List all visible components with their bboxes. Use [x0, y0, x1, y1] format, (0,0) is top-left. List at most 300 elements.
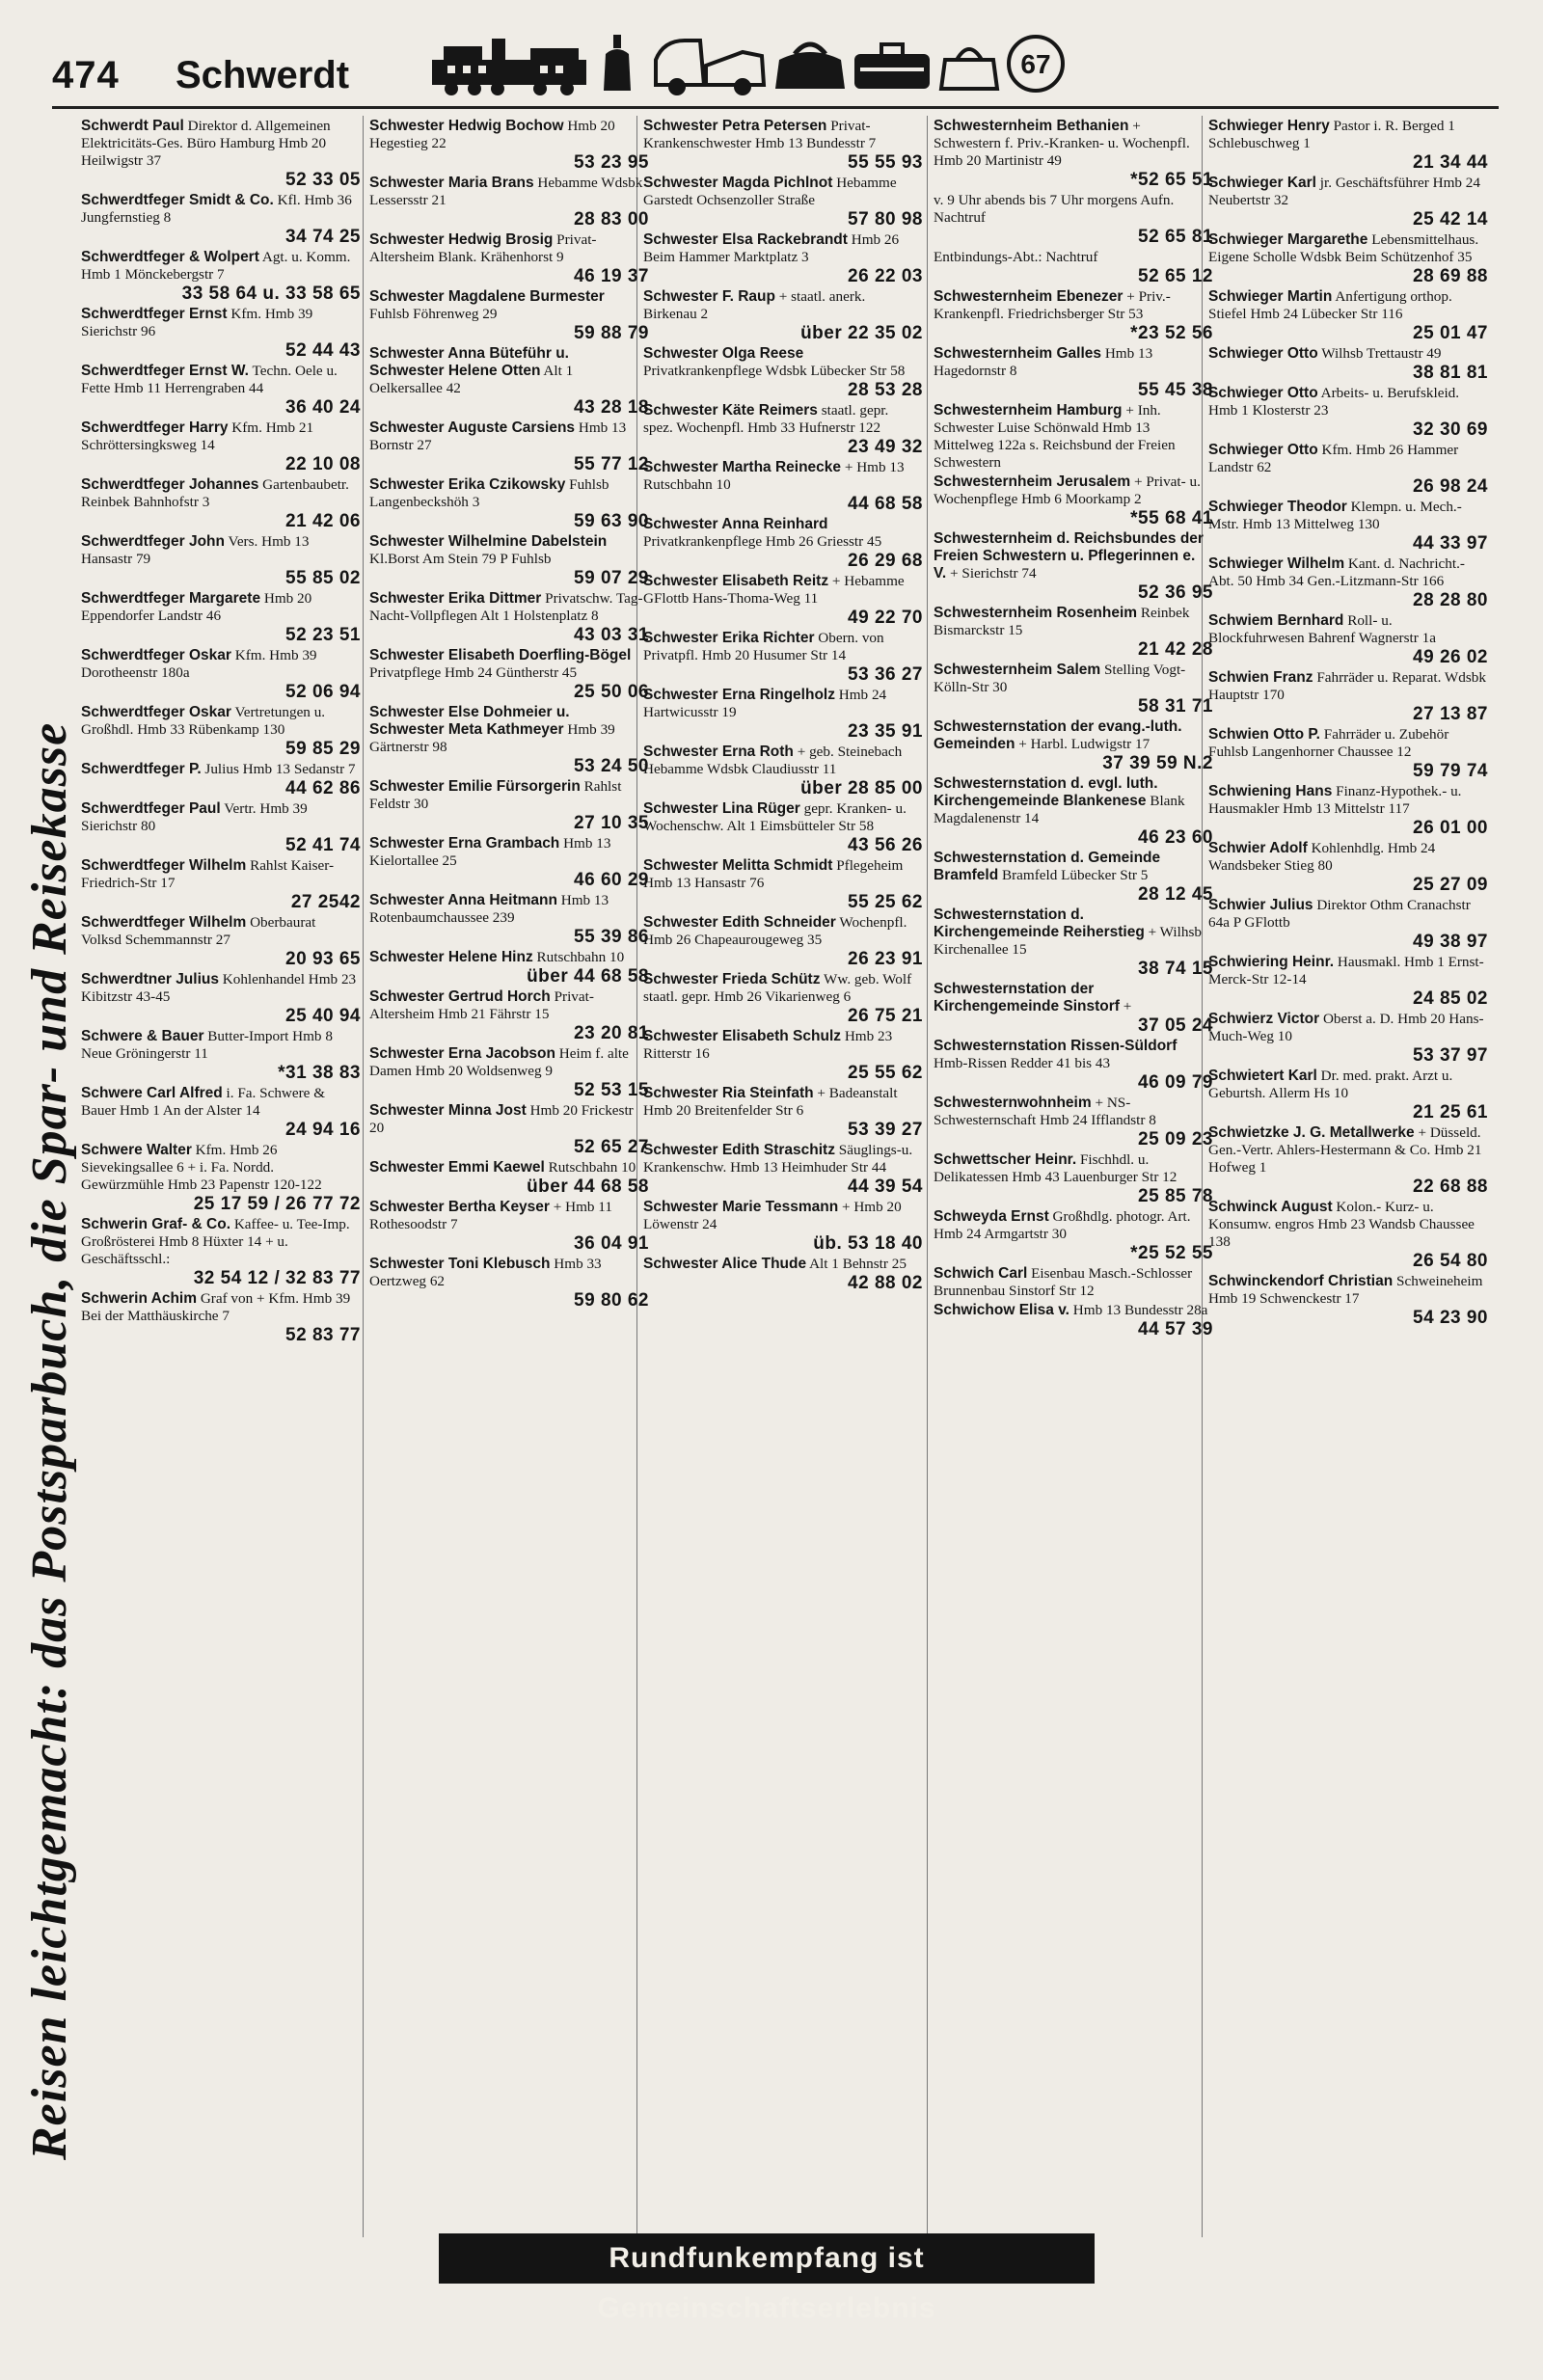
entry-name: Schwester Emmi Kaewel	[369, 1159, 545, 1176]
entry-text	[81, 1028, 361, 1063]
entry-phone-number: 25 27 09	[1413, 875, 1488, 895]
entry-text	[1208, 1124, 1488, 1176]
entry-name: Schwerdtfeger Harry	[81, 419, 229, 436]
entry-details: Kfm. Hmb 26 Sievekingsallee 6 + i. Fa. Nordd. Gewürzmühle Hmb 23 Papenstr 120-122	[81, 1142, 322, 1193]
entry-text	[934, 1302, 1213, 1319]
entry-details: Hebamme Garstedt Ochsenzoller Straße	[643, 175, 897, 208]
entry-text	[643, 1142, 923, 1176]
entry-phone-number: 25 17 59 / 26 77 72	[193, 1194, 361, 1214]
entry-name: Schwester Frieda Schütz	[643, 971, 821, 987]
entry-text	[934, 981, 1213, 1015]
entry-text	[369, 175, 649, 209]
entry-name: Schwester Alice Thude	[643, 1256, 807, 1272]
entry-phone-number: 23 35 91	[848, 721, 923, 742]
entry-details: Techn. Oele u. Fette Hmb 11 Herrengraben 44	[81, 363, 338, 396]
entry-name: Schwier Adolf	[1208, 840, 1308, 856]
directory-entry	[643, 800, 923, 857]
entry-details: Kohlenhandel Hmb 23 Kibitzstr 43-45	[81, 971, 357, 1005]
directory-entry	[81, 476, 361, 533]
entry-phone-number: 53 24 50	[574, 756, 649, 776]
entry-text	[1208, 118, 1488, 152]
entry-name: Schwerdtner Julius	[81, 971, 219, 987]
entry-name: Schwerdt Paul	[81, 118, 184, 134]
entry-details: Privatkrankenpflege Wdsbk Lübecker Str 58	[643, 363, 906, 379]
entry-name: Schwettscher Heinr.	[934, 1151, 1077, 1168]
entry-phone-number: 44 62 86	[285, 778, 361, 798]
entry-details: Kfm. Hmb 39 Sierichstr 96	[81, 306, 313, 339]
entry-phone-number: üb. 53 18 40	[813, 1233, 923, 1254]
entry-name: Schwieger Martin	[1208, 288, 1333, 305]
entry-name: Schwerin Graf- & Co.	[81, 1216, 231, 1232]
entry-details: Bramfeld Lübecker Str 5	[1001, 867, 1149, 883]
directory-entry	[934, 118, 1213, 192]
entry-text	[369, 419, 649, 454]
entry-phone-number: 46 09 79	[1138, 1072, 1213, 1093]
entry-phone-number: 21 42 28	[1138, 639, 1213, 660]
entry-phone-number: *23 52 56	[1130, 323, 1213, 343]
directory-entry	[934, 530, 1213, 605]
directory-entry	[643, 1256, 923, 1295]
entry-phone-number: 25 09 23	[1138, 1129, 1213, 1149]
entry-text	[1208, 1199, 1488, 1251]
entry-text	[369, 1102, 649, 1137]
entry-name: Schwester Minna Jost	[369, 1102, 527, 1119]
entry-phone-number: 59 88 79	[574, 323, 649, 343]
entry-text	[643, 971, 923, 1006]
entry-name: Schwester Hedwig Brosig	[369, 231, 554, 248]
header-illustration	[424, 27, 1504, 96]
directory-entry	[934, 605, 1213, 662]
entry-name: Schwinck August	[1208, 1199, 1333, 1215]
directory-entry	[934, 906, 1213, 981]
directory-entry	[643, 459, 923, 516]
entry-details: + Hmb 11 Rothesoodstr 7	[369, 1199, 612, 1232]
directory-entry	[1208, 499, 1488, 555]
directory-entry	[369, 835, 649, 892]
entry-details: Blank Magdalenenstr 14	[934, 793, 1185, 826]
entry-details: Kfm. Hmb 26 Hammer Landstr 62	[1208, 442, 1459, 475]
entry-text	[934, 192, 1213, 227]
directory-entry	[643, 1085, 923, 1142]
entry-name: Schwerdtfeger Johannes	[81, 476, 259, 493]
entry-phone-number: 22 10 08	[285, 454, 361, 474]
directory-entry	[369, 231, 649, 288]
entry-name: Schwester Edith Schneider	[643, 914, 836, 931]
entry-name: Schwester Erna Jacobson	[369, 1045, 555, 1062]
directory-entry	[643, 118, 923, 175]
directory-entry	[369, 1102, 649, 1159]
directory-entry	[369, 647, 649, 704]
entry-phone-number: 26 01 00	[1413, 818, 1488, 838]
entry-text	[1208, 1273, 1488, 1308]
entry-text	[81, 118, 361, 170]
directory-entry	[1208, 175, 1488, 231]
directory-entry	[1208, 1068, 1488, 1124]
entry-phone-number: 24 94 16	[285, 1120, 361, 1140]
page-header	[0, 0, 1543, 106]
entry-details: Hmb 23 Ritterstr 16	[643, 1028, 893, 1062]
entry-phone-number: 28 28 80	[1413, 590, 1488, 610]
entry-details: Direktor d. Allgemeinen Elektricitäts-Ges. Büro Hamburg Hmb 20 Heilwigstr 37	[81, 118, 331, 169]
entry-details: Hmb 13 Hagedornstr 8	[934, 345, 1153, 379]
entry-text	[1208, 385, 1488, 419]
entry-details: Großhdlg. photogr. Art. Hmb 24 Armgartstr 30	[934, 1208, 1191, 1242]
entry-details: Roll- u. Blockfuhrwesen Bahrenf Wagnerstr 1a	[1208, 612, 1436, 646]
directory-entry	[1208, 726, 1488, 783]
badge-number: 67	[1020, 49, 1051, 79]
entry-details: Alt 1 Behnstr 25	[809, 1256, 907, 1272]
entry-name: Schwerdtfeger Wilhelm	[81, 857, 247, 874]
entry-text	[369, 476, 649, 511]
entry-phone-number: *55 68 41	[1130, 508, 1213, 528]
entry-text	[934, 288, 1213, 323]
entry-name: Schwesternheim Galles	[934, 345, 1102, 362]
entry-name: Schwesternheim Salem	[934, 662, 1101, 678]
entry-phone-number: 59 63 90	[574, 511, 649, 531]
entry-name: Schwester Anna Heitmann	[369, 892, 557, 908]
directory-entry	[81, 192, 361, 249]
entry-phone-number: 25 40 94	[285, 1006, 361, 1026]
entry-name: Schwester Edith Straschitz	[643, 1142, 835, 1158]
entry-name: Schwieger Henry	[1208, 118, 1330, 134]
directory-entry	[81, 118, 361, 192]
entry-phone-number: 36 04 91	[574, 1233, 649, 1254]
footer-banner: Rundfunkempfang ist Gemeinschaftserlebnis	[439, 2233, 1095, 2284]
entry-text	[1208, 499, 1488, 533]
entry-name: Schwietert Karl	[1208, 1068, 1317, 1084]
entry-name: Schwerdtfeger Oskar	[81, 647, 231, 663]
entry-text	[81, 1216, 361, 1268]
entry-name: Schwiering Heinr.	[1208, 954, 1335, 970]
entry-name: Schwesternstation der Kirchengemeinde Sinstorf	[934, 981, 1120, 1014]
entry-name: Schwerdtfeger Ernst W.	[81, 363, 249, 379]
entry-name: Schwien Otto P.	[1208, 726, 1320, 743]
entry-phone-number: über 22 35 02	[800, 323, 923, 343]
entry-name: Schwester Toni Klebusch	[369, 1256, 551, 1272]
directory-entry	[1208, 231, 1488, 288]
entry-phone-number: *52 65 51	[1130, 170, 1213, 190]
entry-details: Butter-Import Hmb 8 Neue Gröningerstr 11	[81, 1028, 333, 1062]
entry-text	[369, 1256, 649, 1290]
entry-name: Schwieger Otto	[1208, 385, 1318, 401]
entry-details: + Wilhsb Kirchenallee 15	[934, 924, 1202, 958]
directory-entry	[369, 476, 649, 533]
entry-details: Lebensmittelhaus. Eigene Scholle Wdsbk Beim Schützenhof 35	[1208, 231, 1479, 265]
directory-entry	[934, 1302, 1213, 1341]
directory-entry	[643, 1142, 923, 1199]
directory-entry	[934, 1208, 1213, 1265]
entry-details: Wochenpfl. Hmb 26 Chapeaurougeweg 35	[643, 914, 907, 948]
entry-phone-number: 25 55 62	[848, 1063, 923, 1083]
entry-text	[369, 892, 649, 927]
directory-entry	[934, 1151, 1213, 1208]
entry-details: Kant. d. Nachricht.-Abt. 50 Hmb 34 Gen.-Litzmann-Str 166	[1208, 555, 1465, 589]
entry-name: Schwester Erika Czikowsky	[369, 476, 566, 493]
directory-entry	[643, 1199, 923, 1256]
entry-details: + Sierichstr 74	[950, 565, 1037, 581]
entry-phone-number: 55 45 38	[1138, 380, 1213, 400]
directory-entry	[1208, 118, 1488, 175]
entry-name: Schwieger Margarethe	[1208, 231, 1368, 248]
directory-entry	[81, 306, 361, 363]
car-icon	[656, 41, 764, 94]
entry-details: Gartenbaubetr. Reinbek Bahnhofstr 3	[81, 476, 349, 510]
entry-phone-number: 23 49 32	[848, 437, 923, 457]
entry-phone-number: 23 20 81	[574, 1023, 649, 1043]
train-icon	[432, 39, 586, 95]
entry-phone-number: 33 58 64 u. 33 58 65	[181, 284, 361, 304]
entry-name: Schwester Else Dohmeier u. Schwester Meta Kathmeyer	[369, 704, 570, 738]
entry-name: Schwester Emilie Fürsorgerin	[369, 778, 581, 795]
directory-entry	[81, 419, 361, 476]
entry-name: Schwester Elisabeth Schulz	[643, 1028, 842, 1044]
entry-details: Hmb 20 Eppendorfer Landstr 46	[81, 590, 312, 624]
entry-details: Vertr. Hmb 39 Sierichstr 80	[81, 800, 308, 834]
entry-text	[1208, 840, 1488, 875]
entry-details: Fuhlsb Langenbeckshöh 3	[369, 476, 609, 510]
entry-phone-number: 27 10 35	[574, 813, 649, 833]
entry-text	[81, 476, 361, 511]
entry-name: Schwester Anna Reinhard	[643, 516, 828, 532]
entry-details: Heim f. alte Damen Hmb 20 Woldsenweg 9	[369, 1045, 629, 1079]
entry-details: Kfm. Hmb 39 Dorotheenstr 180a	[81, 647, 317, 681]
entry-phone-number: 46 23 60	[1138, 827, 1213, 848]
entry-phone-number: 52 06 94	[285, 682, 361, 702]
entry-name: Schwerdtfeger Paul	[81, 800, 221, 817]
entry-details: Graf von + Kfm. Hmb 39 Bei der Matthäuskirche 7	[81, 1290, 351, 1324]
directory-entry	[369, 419, 649, 476]
entry-phone-number: über 28 85 00	[800, 778, 923, 798]
entry-name: Schwesternheim Jerusalem	[934, 473, 1131, 490]
entry-text	[1208, 1011, 1488, 1045]
entry-details: Säuglings-u. Krankenschw. Hmb 13 Heimhuder Str 44	[643, 1142, 913, 1176]
entry-text	[369, 1045, 649, 1080]
directory-entry	[643, 345, 923, 402]
entry-text	[643, 345, 923, 380]
entry-details: Privatkrankenpflege Hmb 26 Griesstr 45	[643, 533, 882, 550]
entry-phone-number: 26 54 80	[1413, 1251, 1488, 1271]
entry-text	[81, 249, 361, 284]
entry-details: Hausmakl. Hmb 1 Ernst-Merck-Str 12-14	[1208, 954, 1484, 987]
entry-name: Schwiem Bernhard	[1208, 612, 1344, 629]
directory-entry	[1208, 669, 1488, 726]
entry-details: Ww. geb. Wolf staatl. gepr. Hmb 26 Vikarienweg 6	[643, 971, 912, 1005]
entry-phone-number: 52 65 12	[1138, 266, 1213, 286]
directory-column-4	[934, 118, 1213, 2220]
entry-text	[81, 647, 361, 682]
directory-entry	[643, 857, 923, 914]
entry-details: Wilhsb Trettaustr 49	[1321, 345, 1442, 362]
directory-entry	[1208, 1273, 1488, 1330]
directory-entry	[369, 175, 649, 231]
entry-phone-number: 22 68 88	[1413, 1176, 1488, 1197]
entry-text	[369, 988, 649, 1023]
directory-entry	[1208, 1011, 1488, 1068]
entry-text	[369, 345, 649, 397]
entry-text	[81, 419, 361, 454]
entry-phone-number: 34 74 25	[285, 227, 361, 247]
directory-column-5	[1208, 118, 1488, 2220]
entry-phone-number: 42 88 02	[848, 1273, 923, 1293]
entry-phone-number: 54 23 90	[1413, 1308, 1488, 1328]
entry-name: Schwieger Otto	[1208, 345, 1318, 362]
entry-text	[643, 1256, 923, 1273]
entry-details: + Hebamme GFlottb Hans-Thoma-Weg 11	[643, 573, 905, 607]
entry-name: Schwerdtfeger Margarete	[81, 590, 261, 607]
entry-phone-number: 37 05 24	[1138, 1015, 1213, 1036]
entry-text	[934, 1038, 1213, 1072]
entry-text	[934, 402, 1213, 472]
directory-entry	[81, 533, 361, 590]
directory-entry	[81, 1142, 361, 1216]
entry-details: Privatschw. Tag-Nacht-Vollpflegen Alt 1 Holstenplatz 8	[369, 590, 643, 624]
entry-phone-number: 44 68 58	[848, 494, 923, 514]
directory-entry	[1208, 840, 1488, 897]
entry-text	[643, 231, 923, 266]
directory-entry	[369, 590, 649, 647]
entry-text	[369, 1199, 649, 1233]
entry-text	[81, 306, 361, 340]
entry-text	[643, 914, 923, 949]
entry-details: Dr. med. prakt. Arzt u. Geburtsh. Allerm Hs 10	[1208, 1068, 1453, 1101]
entry-text	[934, 662, 1213, 696]
entry-name: Schwester Martha Reinecke	[643, 459, 842, 475]
entry-text	[81, 533, 361, 568]
directory-entry	[643, 573, 923, 630]
page-badge	[1009, 37, 1063, 91]
entry-details: Hmb 13 Kielortallee 25	[369, 835, 611, 869]
entry-phone-number: 44 33 97	[1413, 533, 1488, 554]
entry-text	[643, 516, 923, 551]
entry-details: + Badeanstalt Hmb 20 Breitenfelder Str 6	[643, 1085, 898, 1119]
entry-name: Schwien Franz	[1208, 669, 1313, 686]
entry-text	[934, 850, 1213, 884]
entry-text	[81, 971, 361, 1006]
sidebar-slogan: Reisen leichtgemacht: das Postsparbuch, die Spar- und Reisekasse	[22, 721, 77, 2160]
entry-details: Eisenbau Masch.-Schlosser Brunnenbau Sinstorf Str 12	[934, 1265, 1193, 1299]
directory-entry	[81, 249, 361, 306]
entry-phone-number: 36 40 24	[285, 397, 361, 418]
directory-entry	[934, 402, 1213, 473]
entry-text	[1208, 231, 1488, 266]
entry-details: + Schwestern f. Priv.-Kranken- u. Wochenpfl. Hmb 20 Martinistr 49	[934, 118, 1190, 169]
directory-entry	[81, 761, 361, 800]
entry-details: Entbindungs-Abt.: Nachtruf	[934, 249, 1098, 265]
directory-entry	[81, 704, 361, 761]
entry-name: Schwere & Bauer	[81, 1028, 204, 1044]
entry-phone-number: 59 07 29	[574, 568, 649, 588]
entry-text	[369, 533, 649, 568]
entry-text	[81, 590, 361, 625]
entry-details: Alt 1 Oelkersallee 42	[369, 363, 574, 396]
header-rule	[52, 106, 1499, 109]
entry-text	[934, 605, 1213, 639]
entry-name: Schwester Erna Roth	[643, 744, 794, 760]
entry-details: Pflegeheim Hmb 13 Hansastr 76	[643, 857, 904, 891]
entry-details: Hmb 20 Hegestieg 22	[369, 118, 615, 151]
entry-text	[81, 363, 361, 397]
entry-text	[1208, 954, 1488, 988]
directory-entry	[369, 533, 649, 590]
entry-text	[934, 1151, 1213, 1186]
directory-entry	[81, 971, 361, 1028]
bottle-icon	[604, 35, 631, 91]
entry-name: Schwesternstation d. evgl. luth. Kirchengemeinde Blankenese	[934, 775, 1158, 809]
entry-details: Rahlst Feldstr 30	[369, 778, 622, 812]
entry-name: Schwerdtfeger & Wolpert	[81, 249, 259, 265]
entry-details: Kaffee- u. Tee-Imp. Großrösterei Hmb 8 Hüxter 14 + u. Geschäftsschl.:	[81, 1216, 350, 1267]
entry-phone-number: 44 57 39	[1138, 1319, 1213, 1339]
entry-phone-number: 55 55 93	[848, 152, 923, 173]
entry-name: Schwesternwohnheim	[934, 1095, 1092, 1111]
entry-details: Privat-Krankenschwester Hmb 13 Bundesstr 7	[643, 118, 877, 151]
entry-phone-number: 32 30 69	[1413, 419, 1488, 440]
entry-text	[81, 1290, 361, 1325]
directory-entry	[934, 1038, 1213, 1095]
entry-name: Schweyda Ernst	[934, 1208, 1049, 1225]
entry-phone-number: 49 38 97	[1413, 932, 1488, 952]
entry-phone-number: 28 12 45	[1138, 884, 1213, 905]
directory-entry	[934, 981, 1213, 1038]
directory-entry	[81, 363, 361, 419]
entry-phone-number: 27 13 87	[1413, 704, 1488, 724]
entry-phone-number: über 44 68 58	[527, 966, 649, 987]
directory-entry	[643, 288, 923, 345]
entry-details: Kfl. Hmb 36 Jungfernstieg 8	[81, 192, 352, 226]
entry-name: Schwester Erna Grambach	[369, 835, 560, 852]
directory-entry	[81, 1085, 361, 1142]
directory-entry	[1208, 288, 1488, 345]
entry-text	[643, 175, 923, 209]
entry-text	[369, 835, 649, 870]
entry-details: + Hmb 20 Löwenstr 24	[643, 1199, 902, 1232]
entry-phone-number: 59 85 29	[285, 739, 361, 759]
entry-text	[643, 687, 923, 721]
directory-entry	[81, 800, 361, 857]
entry-phone-number: 49 22 70	[848, 608, 923, 628]
entry-details: Privat-Altersheim Blank. Krähenhorst 9	[369, 231, 597, 265]
entry-details: Hmb 13 Bundesstr 28a	[1072, 1302, 1208, 1318]
entry-details: + Harbl. Ludwigstr 17	[1018, 736, 1150, 752]
directory-entry	[934, 473, 1213, 530]
entry-phone-number: 21 42 06	[285, 511, 361, 531]
entry-name: Schwerdtfeger P.	[81, 761, 202, 777]
entry-details: Privatpflege Hmb 24 Güntherstr 45	[369, 664, 578, 681]
entry-phone-number: 21 34 44	[1413, 152, 1488, 173]
entry-text	[643, 1085, 923, 1120]
directory-entry	[369, 1199, 649, 1256]
entry-name: Schwesternstation der evang.-luth. Gemeinden	[934, 718, 1182, 752]
entry-name: Schwester Melitta Schmidt	[643, 857, 833, 874]
entry-phone-number: 26 23 91	[848, 949, 923, 969]
suitcase-icon	[854, 44, 930, 89]
entry-details: Fischhdl. u. Delikatessen Hmb 43 Lauenburger Str 12	[934, 1151, 1178, 1185]
entry-name: Schwiening Hans	[1208, 783, 1333, 799]
entry-name: Schwester Bertha Keyser	[369, 1199, 550, 1215]
directory-entry	[81, 1216, 361, 1290]
entry-phone-number: 32 54 12 / 32 83 77	[193, 1268, 361, 1288]
directory-entry	[643, 402, 923, 459]
entry-name: Schwere Carl Alfred	[81, 1085, 223, 1101]
entry-details: Finanz-Hypothek.- u. Hausmakler Hmb 13 Mittelstr 117	[1208, 783, 1462, 817]
entry-text	[643, 857, 923, 892]
directory-entry	[934, 718, 1213, 775]
entry-details: Direktor Othm Cranachstr 64a P GFlottb	[1208, 897, 1471, 931]
entry-phone-number: 25 85 78	[1138, 1186, 1213, 1206]
entry-name: Schwere Walter	[81, 1142, 192, 1158]
entry-phone-number: 52 65 81	[1138, 227, 1213, 247]
entry-text	[81, 761, 361, 778]
